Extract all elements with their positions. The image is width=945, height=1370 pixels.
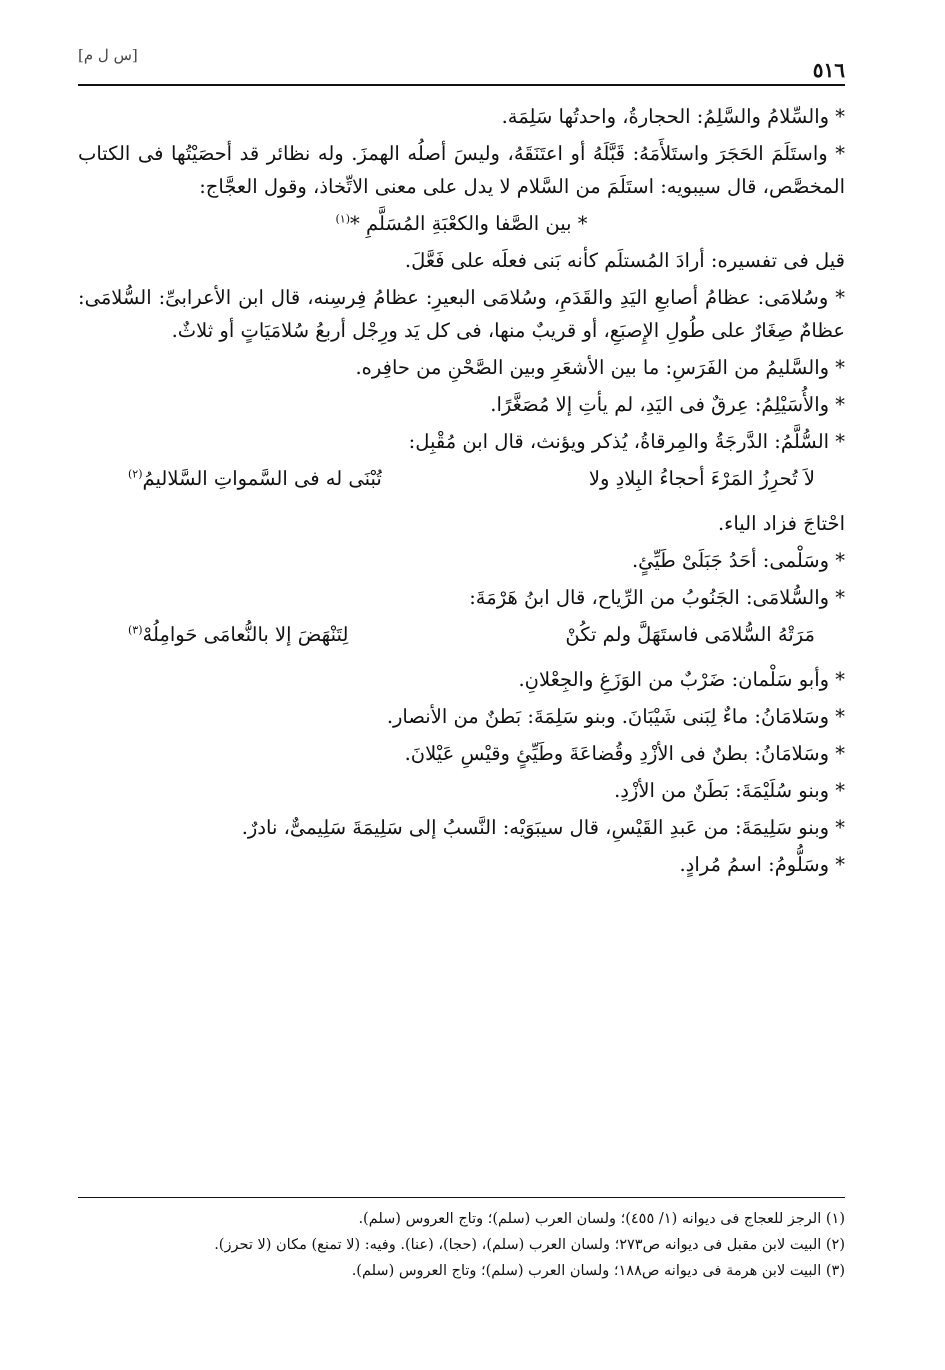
footnote: (٢) البيت لابن مقبل فى ديوانه ص٢٧٣؛ ولسان العرب (سلم)، (حجا)، (عنا). وفيه: (لا تمنع) مكان (لا تحرز). — [214, 1237, 845, 1253]
verse-second-text: لِتَنْهَضَ إلا بالنُّعامَى حَوامِلُهْ — [142, 623, 349, 646]
paragraph: احْتاجَ فزاد الياء. — [717, 512, 845, 535]
hemistich-text: * بين الصَّفا والكعْبَةِ المُسَلَّمِ * — [350, 212, 588, 235]
paragraph: * وسَلُّومُ: اسمُ مُرادٍ. — [679, 853, 845, 876]
paragraph: * والسِّلامُ والسَّلِمُ: الحجارةُ، واحدتُها سَلِمَة. — [501, 105, 845, 128]
quoted-hemistich — [78, 207, 845, 240]
verse-line — [78, 462, 845, 495]
footnote-ref: (٢) — [128, 467, 143, 481]
paragraph: * وبنو سَلِيمَةَ: من عَبدِ القَيْسِ، قال سيبَوَيْه: النَّسبُ إلى سَلِيمَةَ سَلِيمىٌّ، نادرٌ. — [241, 816, 845, 839]
paragraph: قيل فى تفسيره: أرادَ المُستلَم كأنه بَنى فعلَه على فَعَّلَ. — [404, 249, 845, 272]
body-text — [78, 100, 845, 885]
footnote-ref: (١) — [335, 212, 351, 226]
paragraph: * وأبو سَلْمان: ضَرْبٌ من الوَزَغِ والجِعْلانِ. — [518, 668, 845, 691]
paragraph: * وسَلامَانُ: بطنٌ فى الأزْدِ وقُضاعَةَ وطَيِّئٍ وقيْسِ عَيْلانَ. — [404, 742, 845, 765]
paragraph: * والسَّليمُ من الفَرَسِ: ما بين الأشعَرِ وبين الصَّحْنِ من حافِره. — [355, 356, 845, 379]
paragraph: * واستَلَمَ الحَجَرَ واستَلأَمَهُ: قَبَّلَهُ أو اعتَنَقَهُ، وليسَ أصلُه الهمزَ. وله نظائر قد أحصَيْتُها فى الكتاب المخصَّص، قال سيبويه: استَلَمَ من السَّلام لا يدل على معنى الاتِّخاذ، وقول العجَّاج: — [78, 142, 845, 198]
paragraph: * وسَلْمى: أحَدُ جَبَلَىْ طَيِّئٍ. — [631, 549, 845, 572]
paragraph: * وسَلامَانُ: ماءٌ لِبَنى شَيْبَانَ. وبنو سَلِمَةَ: بَطنٌ من الأنصار. — [386, 705, 845, 728]
footnote-ref: (٣) — [128, 623, 143, 637]
verse-second-hemistich — [128, 618, 348, 651]
verse-first-hemistich: مَرَتْهُ السُّلامَى فاستَهَلَّ ولم تكُنْ — [565, 623, 815, 646]
verse-first-hemistich: لاَ تُحرِزُ المَرْءَ أحجاءُ البِلادِ ولا — [588, 467, 815, 490]
verse-second-text: تُبْنَى له فى السَّمواتِ السَّلاليمُ — [142, 467, 382, 490]
paragraph: * وبنو سُلَيْمَةَ: بَطَنٌ من الأزْدِ. — [614, 779, 845, 802]
page-number: ٥١٦ — [812, 58, 845, 82]
footnote: (٣) البيت لابن هرمة فى ديوانه ص١٨٨؛ ولسان العرب (سلم)؛ وتاج العروس (سلم). — [351, 1263, 845, 1279]
paragraph: * السُّلَّمُ: الدَّرجَةُ والمِرقاةُ، يُذكر ويؤنث، قال ابن مُقْبِل: — [408, 430, 845, 453]
verse-second-hemistich — [128, 462, 382, 495]
paragraph: * والسُّلامَى: الجَنُوبُ من الرِّياح، قال ابنُ هَرْمَةَ: — [469, 586, 845, 609]
footnotes — [78, 1197, 845, 1284]
root-tag: [س ل م] — [78, 46, 138, 64]
verse-line — [78, 618, 845, 651]
footnote: (١) الرجز للعجاج فى ديوانه (١/ ٤٥٥)؛ ولسان العرب (سلم)؛ وتاج العروس (سلم). — [358, 1211, 845, 1227]
paragraph: * وسُلامَى: عظامُ أصابعِ اليَدِ والقَدَمِ، وسُلامَى البعيرِ: عظامُ فِرسِنه، قال ابن الأعرابىِّ: السُّلامَى: عظامٌ صِغَارٌ على طُولِ الإِصبَعِ، أو قريبٌ منها، فى كل يَد ورِجْل أربعُ سُلامَيَاتٍ أو ثلاثٌ. — [78, 286, 845, 342]
paragraph: * والأُسَيْلِمُ: عِرقٌ فى اليَدِ، لم يأتِ إلا مُصَغَّرًا. — [490, 393, 845, 416]
page-header — [78, 44, 845, 86]
